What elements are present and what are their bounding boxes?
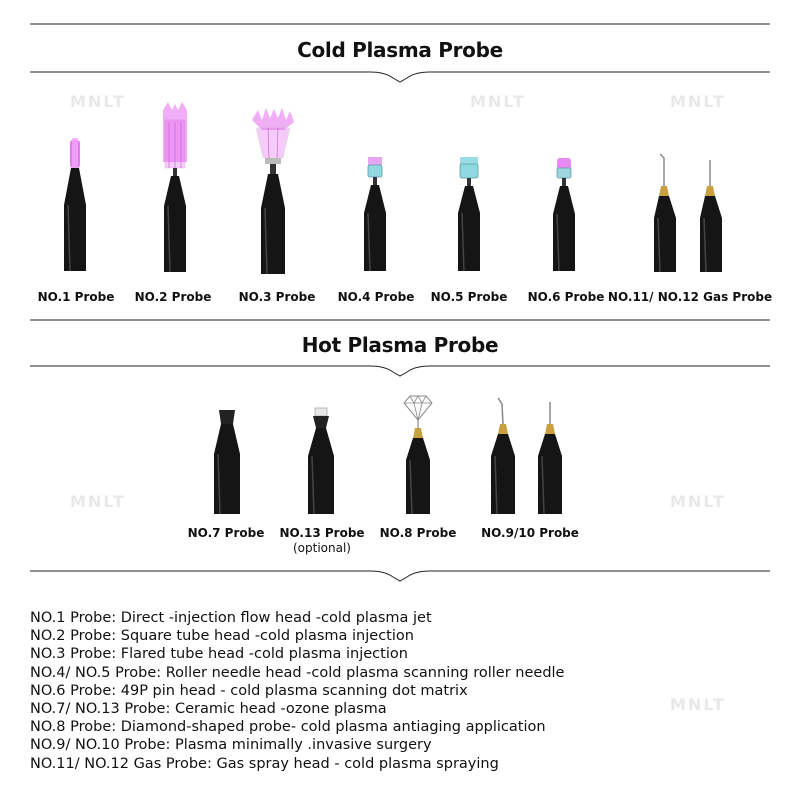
description-line: NO.2 Probe: Square tube head -cold plasma injection [30,628,414,645]
probe-label: NO.3 Probe [238,290,316,304]
watermark: MNLT [670,492,726,511]
watermark: MNLT [670,695,726,714]
cold-section-title: Cold Plasma Probe [297,38,503,62]
probe-label: NO.11/ NO.12 Gas Probe [607,290,773,304]
description-line: NO.8 Probe: Diamond-shaped probe- cold plasma antiaging application [30,719,546,736]
description-line: NO.7/ NO.13 Probe: Ceramic head -ozone plasma [30,701,387,718]
probe-no5-image [454,155,484,275]
probe-label-optional: (optional) [292,541,351,555]
probe-label: NO.8 Probe [379,526,457,540]
probe-no8-image [398,390,438,518]
probe-no2-image [158,102,192,277]
probe-no3-image [250,108,296,278]
probe-label: NO.1 Probe [37,290,115,304]
watermark: MNLT [70,92,126,111]
watermark: MNLT [470,92,526,111]
description-line: NO.11/ NO.12 Gas Probe: Gas spray head - cold plasma spraying [30,755,499,772]
hot-section-title: Hot Plasma Probe [301,333,499,357]
probe-descriptions [30,609,790,773]
description-line: NO.9/ NO.10 Probe: Plasma minimally .invasive surgery [30,737,432,754]
probe-label: NO.7 Probe [187,526,265,540]
probe-no13-image [304,404,338,518]
description-line: NO.1 Probe: Direct -injection flow head -cold plasma jet [30,610,432,626]
probe-label [279,526,364,556]
description-line: NO.6 Probe: 49P pin head - cold plasma scanning dot matrix [30,682,468,699]
probe-label: NO.6 Probe [527,290,605,304]
probe-label: NO.4 Probe [337,290,415,304]
probe-no1-image [60,135,90,275]
probe-no7-image [210,408,244,518]
description-line: NO.4/ NO.5 Probe: Roller needle head -cold plasma scanning roller needle [30,664,565,681]
probe-no9-10-image [488,396,572,518]
probe-no11-12-image [650,152,730,276]
probe-label: NO.5 Probe [430,290,508,304]
watermark: MNLT [670,92,726,111]
probe-label-main: NO.13 Probe [279,526,365,540]
probe-no6-image [548,156,580,276]
probe-label: NO.9/10 Probe [481,526,579,540]
description-line: NO.3 Probe: Flared tube head -cold plasma injection [30,646,408,663]
probe-label: NO.2 Probe [134,290,212,304]
probe-no4-image [360,155,390,275]
watermark: MNLT [70,492,126,511]
